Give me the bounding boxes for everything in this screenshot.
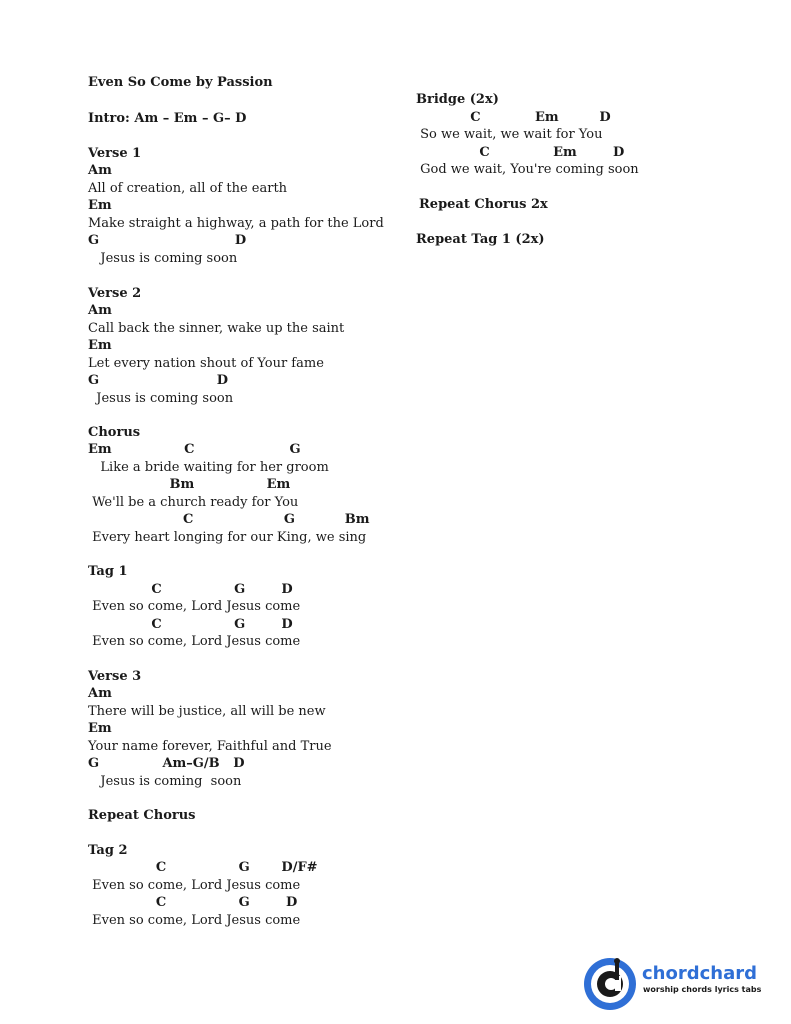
chord-line: Am [88, 686, 112, 701]
lyric-line: Call back the sinner, wake up the saint [88, 321, 345, 336]
lyric-line: Let every nation shout of Your fame [88, 356, 324, 371]
lyric-line: Your name forever, Faithful and True [88, 739, 332, 754]
chord-line: Em [88, 721, 112, 736]
chorus-heading: Chorus [88, 425, 141, 440]
lyric-line: Every heart longing for our King, we sing [88, 530, 367, 545]
lyric-line: Like a bride waiting for her groom [88, 460, 329, 475]
lyric-line: God we wait, You're coming soon [416, 162, 639, 177]
bridge-heading: Bridge (2x) [416, 92, 499, 107]
chord-line: Am [88, 163, 112, 178]
chord-line: Em C G [88, 442, 301, 457]
lyric-line: Jesus is coming soon [88, 391, 234, 406]
chord-line: G D [88, 373, 229, 388]
lyric-line: Even so come, Lord Jesus come [88, 913, 301, 928]
chord-line: G D [88, 233, 247, 248]
lyric-line: Jesus is coming soon [88, 774, 242, 789]
verse2-heading: Verse 2 [88, 286, 142, 301]
lyric-line: There will be justice, all will be new [88, 704, 326, 719]
song-title: Even So Come by Passion [88, 75, 273, 90]
verse3-heading: Verse 3 [88, 669, 142, 684]
chord-line: C Em D [416, 145, 625, 160]
chordchard-logo[interactable] [582, 956, 772, 1012]
logo-tagline: worship chords lyrics tabs [643, 985, 762, 994]
tag2-heading: Tag 2 [88, 843, 128, 858]
chord-line: Em [88, 198, 112, 213]
verse1-heading: Verse 1 [88, 146, 142, 161]
chord-line: C Em D [416, 110, 611, 125]
chord-line: Em [88, 338, 112, 353]
chord-line: C G D [88, 582, 293, 597]
lyric-line: Jesus is coming soon [88, 251, 238, 266]
chord-line: C G D/F# [88, 860, 318, 875]
chord-line: Bm Em [88, 477, 291, 492]
chord-line: G Am–G/B D [88, 756, 245, 771]
chord-line: C G D [88, 617, 293, 632]
lyric-line: All of creation, all of the earth [88, 181, 288, 196]
repeat-chorus: Repeat Chorus [88, 808, 196, 823]
intro-line: Intro: Am – Em – G– D [88, 111, 247, 126]
chord-line: C G D [88, 895, 298, 910]
lyric-line: Make straight a highway, a path for the Lord [88, 216, 384, 231]
repeat-tag1: Repeat Tag 1 (2x) [416, 232, 545, 247]
lyric-line: Even so come, Lord Jesus come [88, 634, 301, 649]
chord-line: C G Bm [88, 512, 370, 527]
lyric-line: So we wait, we wait for You [416, 127, 603, 142]
lyric-line: Even so come, Lord Jesus come [88, 599, 301, 614]
chord-line: Am [88, 303, 112, 318]
chordchard-mark-icon [582, 956, 638, 1012]
tag1-heading: Tag 1 [88, 564, 128, 579]
repeat-chorus-2x: Repeat Chorus 2x [419, 197, 548, 212]
logo-name: chordchard [642, 963, 758, 984]
lyric-line: Even so come, Lord Jesus come [88, 878, 301, 893]
lyric-line: We'll be a church ready for You [88, 495, 299, 510]
